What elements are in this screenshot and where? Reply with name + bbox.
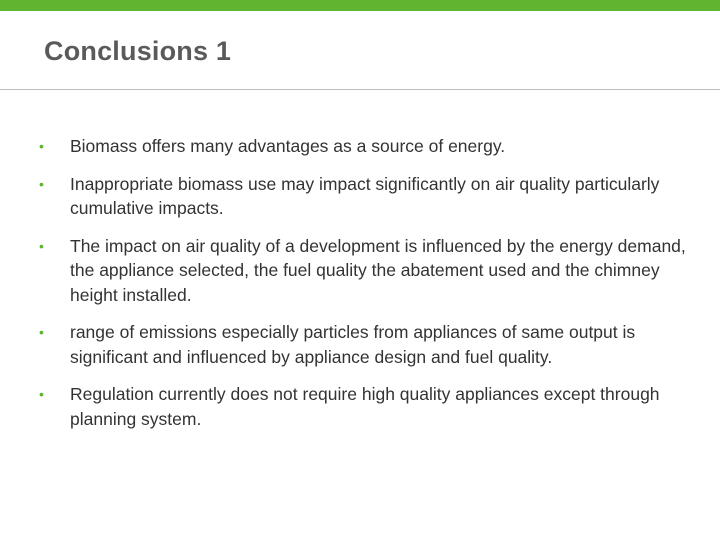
bullet-icon: • xyxy=(39,138,44,154)
bullet-text: Biomass offers many advantages as a source of energy. xyxy=(70,136,506,156)
bullet-text: Regulation currently does not require high quality appliances except through planning system. xyxy=(70,384,660,429)
top-accent-bar xyxy=(0,0,720,11)
bullet-icon: • xyxy=(39,237,44,254)
bullet-item xyxy=(32,134,692,159)
bullet-icon: • xyxy=(39,175,44,192)
bullet-text: The impact on air quality of a development is influenced by the energy demand, the appliance selected, the fuel quality the abatement used and the chimney height installed. xyxy=(70,235,686,305)
bullet-text: range of emissions especially particles from appliances of same output is significant and influenced by appliance design and fuel quality. xyxy=(70,322,636,367)
bullet-list xyxy=(32,134,692,444)
bullet-item xyxy=(32,320,692,369)
bullet-text: Inappropriate biomass use may impact significantly on air quality particularly cumulative impacts. xyxy=(70,173,660,218)
bullet-item xyxy=(32,172,692,221)
slide-title: Conclusions 1 xyxy=(44,36,232,66)
bullet-item xyxy=(32,234,692,308)
title-divider xyxy=(0,89,720,90)
bullet-icon: • xyxy=(39,324,44,340)
bullet-icon: • xyxy=(39,386,44,402)
bullet-item xyxy=(32,382,692,431)
